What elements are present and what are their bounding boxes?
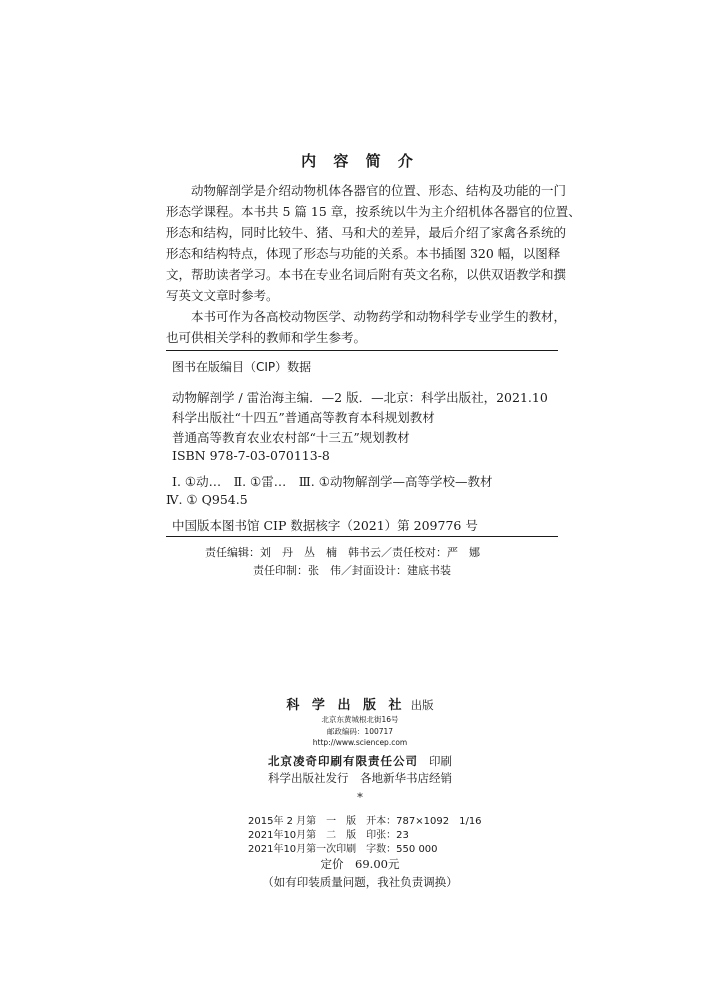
cip-classification: Ⅰ. ①动… Ⅱ. ①雷… Ⅲ. ①动物解剖学—高等学校—教材 bbox=[172, 474, 493, 489]
edition-row: 2015年 2 月第 一 版 开本：787×1092 1/16 bbox=[248, 816, 482, 827]
intro-title: 内 容 简 介 bbox=[301, 152, 419, 170]
price: 定价 69.00元 bbox=[320, 857, 400, 871]
edition-row: 2021年10月第一次印刷 字数：550 000 bbox=[248, 844, 438, 855]
intro-paragraph-1 bbox=[166, 180, 581, 306]
intro-paragraph-2 bbox=[166, 306, 567, 348]
printer-name: 北京凌奇印刷有限责任公司 bbox=[267, 754, 418, 768]
cip-record: 中国版本图书馆 CIP 数据核字（2021）第 209776 号 bbox=[172, 518, 478, 533]
publisher-name: 科 学 出 版 社 bbox=[286, 698, 406, 713]
cip-bottom-rule bbox=[166, 536, 558, 537]
publisher-address: 北京东黄城根北街16号 bbox=[321, 715, 399, 724]
cip-line: 科学出版社“十四五”普通高等教育本科规划教材 bbox=[172, 410, 435, 425]
credits-line-1: 责任编辑：刘 丹 丛 楠 韩书云／责任校对：严 娜 bbox=[205, 546, 480, 559]
cip-top-rule bbox=[166, 350, 558, 351]
cip-classification: Ⅳ. ① Q954.5 bbox=[166, 492, 248, 507]
intro-line: 形态和结构特点，体现了形态与功能的关系。本书插图 320 幅，以图释 bbox=[166, 246, 561, 261]
intro-line: 动物解剖学是介绍动物机体各器官的位置、形态、结构及功能的一门 bbox=[166, 183, 567, 198]
intro-line: 本书可作为各高校动物医学、动物药学和动物科学专业学生的教材， bbox=[166, 309, 567, 324]
publisher-suffix: 出版 bbox=[410, 698, 434, 712]
cip-isbn: ISBN 978-7-03-070113-8 bbox=[172, 448, 330, 463]
distribution-line: 科学出版社发行 各地新华书店经销 bbox=[268, 771, 452, 785]
publisher-line bbox=[0, 694, 720, 713]
quality-notice: （如有印装质量问题，我社负责调换） bbox=[262, 875, 458, 889]
cip-line: 动物解剖学 / 雷治海主编．—2 版．—北京：科学出版社，2021.10 bbox=[172, 390, 548, 405]
intro-line: 文，帮助读者学习。本书在专业名词后附有英文名称，以供双语教学和撰 bbox=[166, 267, 567, 282]
edition-row: 2021年10月第 二 版 印张：23 bbox=[248, 830, 409, 841]
intro-line: 写英文文章时参考。 bbox=[166, 288, 279, 303]
printer-line bbox=[0, 750, 720, 769]
printer-suffix: 印刷 bbox=[429, 754, 453, 768]
intro-line: 形态和结构，同时比较牛、猪、马和犬的差异，最后介绍了家禽各系统的 bbox=[166, 225, 567, 240]
cip-header: 图书在版编目（CIP）数据 bbox=[172, 360, 312, 374]
separator-star: * bbox=[357, 790, 363, 804]
intro-line: 也可供相关学科的教师和学生参考。 bbox=[166, 330, 367, 345]
cip-line: 普通高等教育农业农村部“十三五”规划教材 bbox=[172, 430, 410, 445]
intro-line: 形态学课程。本书共 5 篇 15 章，按系统以牛为主介绍机体各器官的位置、 bbox=[166, 204, 581, 219]
publisher-website: http://www.sciencep.com bbox=[312, 738, 408, 747]
credits-line-2: 责任印制：张 伟／封面设计：建底书装 bbox=[253, 564, 451, 577]
publisher-postcode: 邮政编码：100717 bbox=[326, 727, 394, 736]
